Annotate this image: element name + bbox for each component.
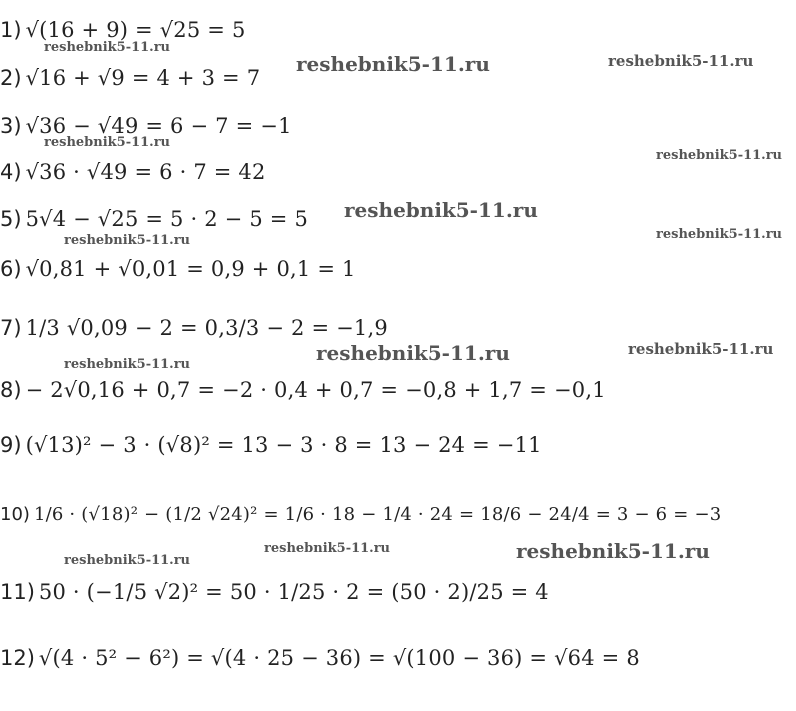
solution-expression: 1/3 √0,09 − 2 = 0,3/3 − 2 = −1,9 (25, 316, 388, 340)
solution-number: 2) (0, 66, 22, 90)
watermark-text: reshebnik5-11.ru (64, 233, 191, 248)
watermark-text: reshebnik5-11.ru (64, 553, 191, 568)
solution-expression: √0,81 + √0,01 = 0,9 + 0,1 = 1 (25, 257, 356, 281)
solution-line-12 (0, 638, 640, 678)
solution-line-10 (0, 494, 721, 534)
watermark-text: reshebnik5-11.ru (516, 539, 710, 563)
solution-expression: √36 · √49 = 6 · 7 = 42 (25, 160, 266, 184)
solution-number: 12) (0, 646, 35, 670)
watermark-text: reshebnik5-11.ru (44, 135, 171, 150)
watermark-text: reshebnik5-11.ru (296, 52, 490, 76)
solution-line-4 (0, 152, 266, 192)
solution-expression: 50 · (−1/5 √2)² = 50 · 1/25 · 2 = (50 · 2)/25 = 4 (38, 580, 549, 604)
solution-line-11 (0, 572, 549, 612)
solution-expression: √(16 + 9) = √25 = 5 (25, 18, 246, 42)
watermark-text: reshebnik5-11.ru (316, 341, 510, 365)
solution-expression: √(4 · 5² − 6²) = √(4 · 25 − 36) = √(100 − 36) = √64 = 8 (38, 646, 640, 670)
solution-number: 10) (0, 503, 30, 525)
watermark-text: reshebnik5-11.ru (656, 148, 783, 163)
watermark-text: reshebnik5-11.ru (264, 541, 391, 556)
solution-number: 11) (0, 580, 35, 604)
watermark-text: reshebnik5-11.ru (656, 227, 783, 242)
solution-expression: √16 + √9 = 4 + 3 = 7 (25, 66, 261, 90)
watermark-text: reshebnik5-11.ru (64, 357, 191, 372)
watermark-text: reshebnik5-11.ru (608, 52, 754, 70)
solution-expression: 5√4 − √25 = 5 · 2 − 5 = 5 (25, 207, 309, 231)
solution-expression: (√13)² − 3 · (√8)² = 13 − 3 · 8 = 13 − 24 = −11 (25, 433, 542, 457)
solution-line-6 (0, 249, 356, 289)
solution-line-8 (0, 370, 606, 410)
solution-expression: 1/6 · (√18)² − (1/2 √24)² = 1/6 · 18 − 1/4 · 24 = 18/6 − 24/4 = 3 − 6 = −3 (33, 503, 722, 525)
solution-expression: − 2√0,16 + 0,7 = −2 · 0,4 + 0,7 = −0,8 + 1,7 = −0,1 (25, 378, 606, 402)
solution-number: 9) (0, 433, 22, 457)
solution-expression: √36 − √49 = 6 − 7 = −1 (25, 114, 292, 138)
solution-number: 3) (0, 114, 22, 138)
watermark-text: reshebnik5-11.ru (44, 40, 171, 55)
solution-number: 1) (0, 18, 22, 42)
solution-number: 7) (0, 316, 22, 340)
solution-number: 4) (0, 160, 22, 184)
solution-number: 8) (0, 378, 22, 402)
watermark-text: reshebnik5-11.ru (344, 198, 538, 222)
solution-line-9 (0, 425, 542, 465)
solution-number: 6) (0, 257, 22, 281)
solution-line-2 (0, 58, 260, 98)
watermark-text: reshebnik5-11.ru (628, 340, 774, 358)
solution-number: 5) (0, 207, 22, 231)
